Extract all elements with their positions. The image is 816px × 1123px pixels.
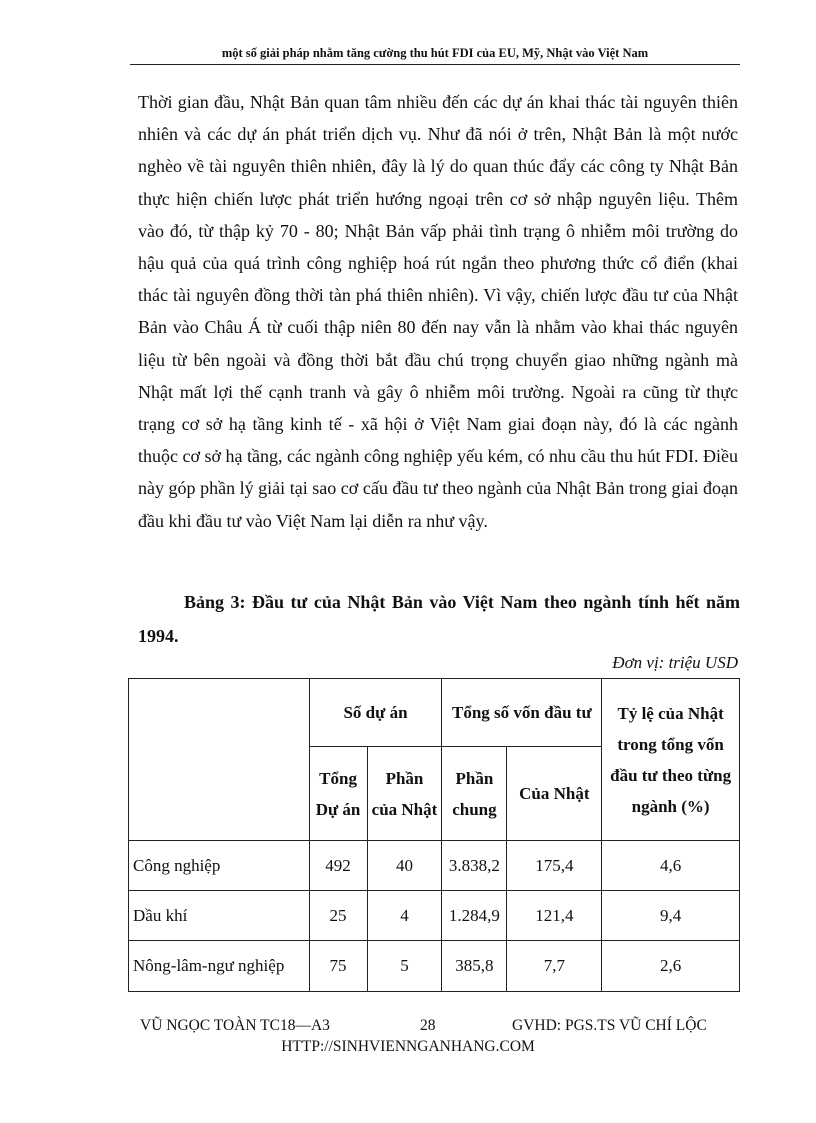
running-header: một số giải pháp nhằm tăng cường thu hút FDI của EU, Mỹ, Nhật vào Việt Nam <box>221 46 649 60</box>
table-row <box>129 841 740 891</box>
header-japan-projects: Phần của Nhật <box>367 747 442 841</box>
cell-japan-projects: 4 <box>367 891 442 941</box>
header-common: Phần chung <box>442 747 507 841</box>
cell-total-projects: 75 <box>309 941 367 992</box>
body-paragraph: Thời gian đầu, Nhật Bản quan tâm nhiều đến các dự án khai thác tài nguyên thiên nhiên và các dự án phát triển dịch vụ. Như đã nói ở trên, Nhật Bản là một nước nghèo về tài nguyên thiên nhiên, đây là lý do quan thúc đẩy các công ty Nhật Bản thực hiện chiến lược phát triển hướng ngoại trên cơ sở nhập nguyên liệu. Thêm vào đó, từ thập kỷ 70 - 80; Nhật Bản vấp phải tình trạng ô nhiễm môi trường do hậu quả của quá trình công nghiệp hoá rút ngắn theo phương thức cổ điển (khai thác tài nguyên đồng thời tàn phá thiên nhiên). Vì vậy, chiến lược đầu tư của Nhật Bản vào Châu Á từ cuối thập niên 80 đến nay vẫn là nhằm vào khai thác nguyên liệu từ bên ngoài và đồng thời bắt đầu chú trọng chuyển giao những ngành mà Nhật mất lợi thế cạnh tranh và gây ô nhiễm môi trường. Ngoài ra cũng từ thực trạng cơ sở hạ tầng kinh tế - xã hội ở Việt Nam giai đoạn này, đó là các ngành thuộc cơ sở hạ tầng, các ngành công nghiệp yếu kém, có nhu cầu thu hút FDI. Điều này góp phần lý giải tại sao cơ cấu đầu tư theo ngành của Nhật Bản trong giai đoạn đầu khi đầu tư vào Việt Nam lại diễn ra như vậy. <box>138 92 738 531</box>
page-number: 28 <box>420 1017 436 1034</box>
cell-total-projects: 492 <box>309 841 367 891</box>
cell-japan-capital: 7,7 <box>507 941 602 992</box>
header-japan-capital: Của Nhật <box>507 747 602 841</box>
cell-sector: Dầu khí <box>129 891 310 941</box>
header-share: Tỷ lệ của Nhật trong tổng vốn đầu tư theo từng ngành (%) <box>602 679 740 841</box>
header-total-projects: Tổng Dự án <box>309 747 367 841</box>
cell-ratio: 9,4 <box>602 891 740 941</box>
cell-japan-projects: 5 <box>367 941 442 992</box>
cell-ratio: 2,6 <box>602 941 740 992</box>
cell-common-capital: 385,8 <box>442 941 507 992</box>
table-row <box>129 891 740 941</box>
header-divider <box>130 64 740 65</box>
table-row <box>129 941 740 992</box>
cell-ratio: 4,6 <box>602 841 740 891</box>
cell-japan-projects: 40 <box>367 841 442 891</box>
cell-total-projects: 25 <box>309 891 367 941</box>
cell-sector: Công nghiệp <box>129 841 310 891</box>
investment-table <box>128 678 740 992</box>
table-unit: Đơn vị: triệu USD <box>612 653 738 672</box>
cell-japan-capital: 175,4 <box>507 841 602 891</box>
table-caption-text: Bảng 3: Đầu tư của Nhật Bản vào Việt Nam theo ngành tính hết năm 1994. <box>138 592 740 646</box>
header-capital: Tổng số vốn đầu tư <box>442 679 602 747</box>
footer-author: VŨ NGỌC TOÀN TC18—A3 <box>140 1017 330 1034</box>
cell-japan-capital: 121,4 <box>507 891 602 941</box>
cell-common-capital: 3.838,2 <box>442 841 507 891</box>
footer-url: HTTP://SINHVIENNGANHANG.COM <box>281 1038 535 1055</box>
header-projects: Số dự án <box>309 679 442 747</box>
cell-common-capital: 1.284,9 <box>442 891 507 941</box>
table-corner-cell <box>129 679 310 841</box>
cell-sector: Nông-lâm-ngư nghiệp <box>129 941 310 992</box>
table-caption <box>138 585 740 653</box>
footer-advisor: GVHD: PGS.TS VŨ CHÍ LỘC <box>512 1017 707 1034</box>
